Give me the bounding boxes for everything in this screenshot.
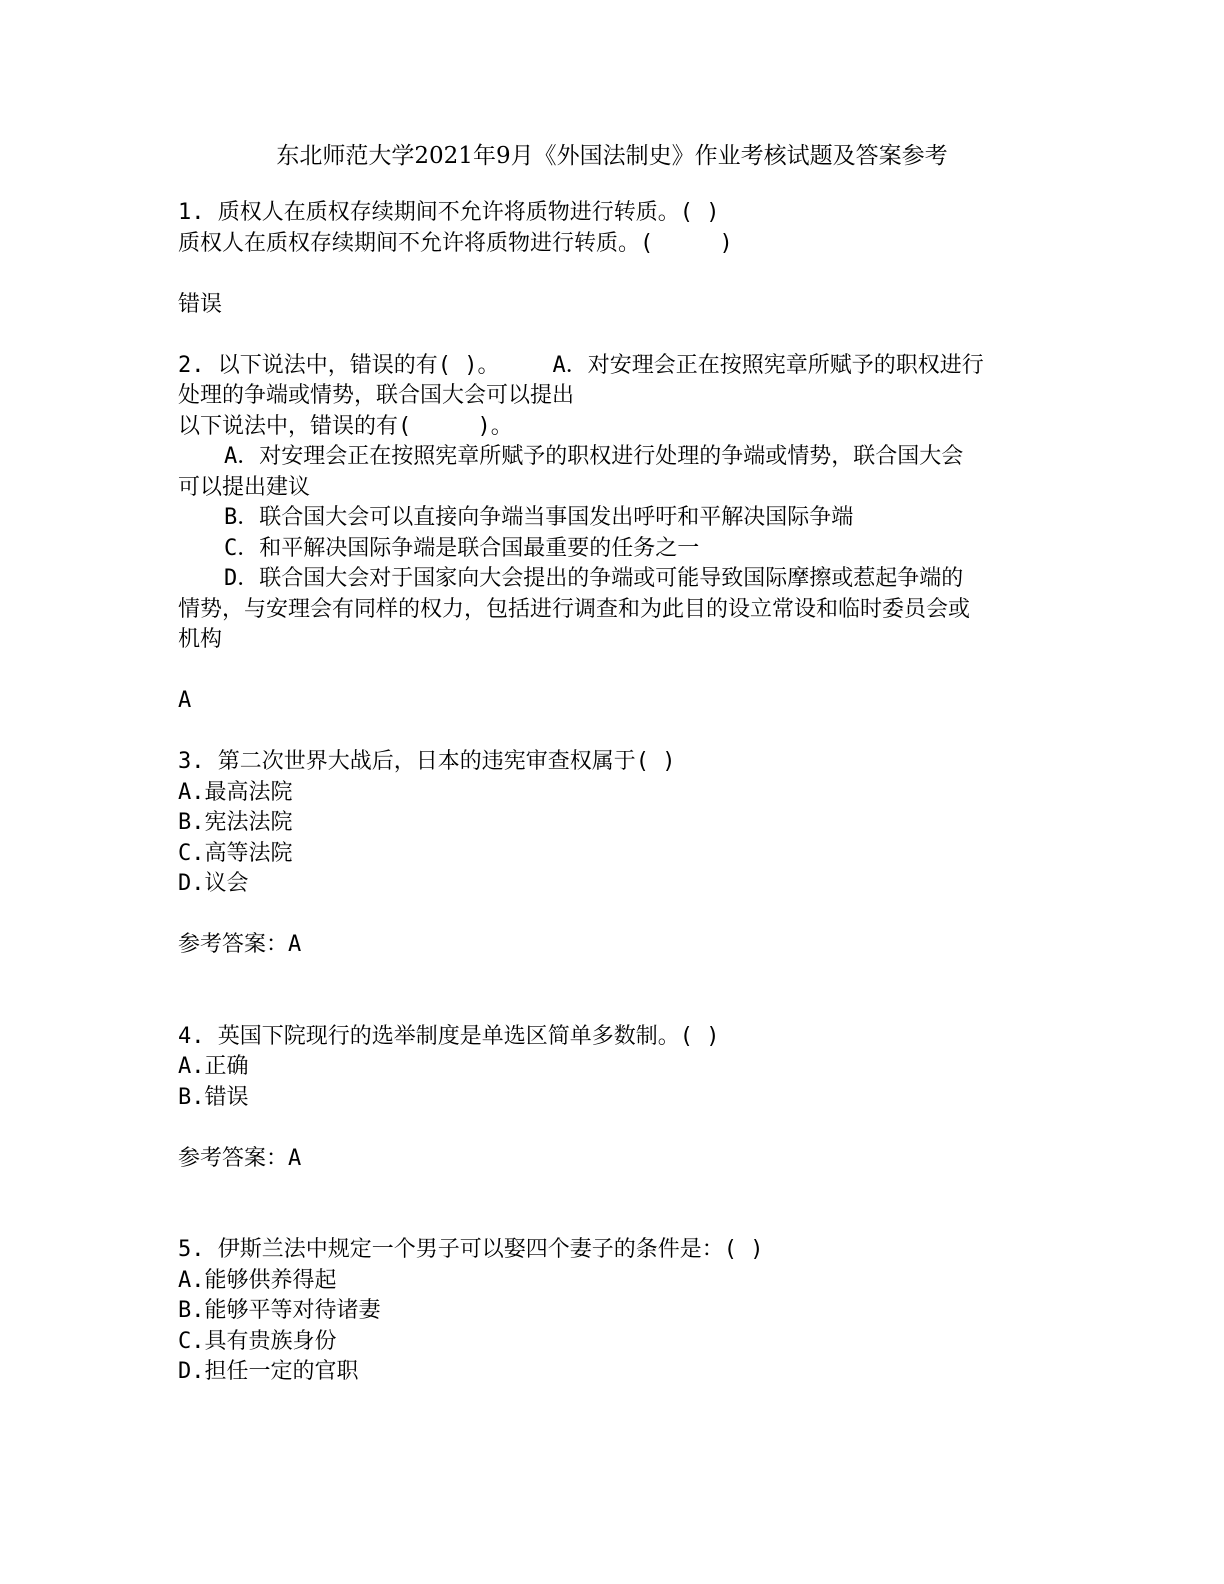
question-2-heading-line1: 2. 以下说法中，错误的有( )。 A．对安理会正在按照宪章所赋予的职权进行: [178, 352, 984, 378]
question-1-answer: 错误: [178, 291, 223, 317]
question-3-heading: 3. 第二次世界大战后，日本的违宪审查权属于( ): [178, 749, 676, 774]
question-4-option-b: B.错误: [178, 1084, 249, 1110]
document-body: [178, 198, 1058, 1388]
question-2-option-c: C．和平解决国际争端是联合国最重要的任务之一: [224, 535, 700, 561]
question-2-option-a-line2: 可以提出建议: [178, 474, 311, 500]
question-5-option-b: B.能够平等对待诸妻: [178, 1298, 381, 1323]
question-5: [178, 1235, 1058, 1388]
question-5-heading: 5. 伊斯兰法中规定一个男子可以娶四个妻子的条件是：( ): [178, 1237, 764, 1262]
question-2-answer: A: [178, 688, 192, 713]
question-2-restated: 以下说法中，错误的有( )。: [178, 413, 513, 439]
question-5-option-a: A.能够供养得起: [178, 1267, 337, 1293]
question-2-option-a-line1: A．对安理会正在按照宪章所赋予的职权进行处理的争端或情势，联合国大会: [224, 444, 964, 469]
question-2-option-b: B．联合国大会可以直接向争端当事国发出呼吁和平解决国际争端: [224, 505, 854, 530]
question-3-option-d: D.议会: [178, 871, 249, 896]
question-4-option-a: A.正确: [178, 1054, 249, 1079]
question-3-option-b: B.宪法法院: [178, 810, 293, 835]
question-3-option-c: C.高等法院: [178, 840, 293, 866]
document-title: 东北师范大学2021年9月《外国法制史》作业考核试题及答案参考: [276, 143, 948, 169]
question-1-heading: 1. 质权人在质权存续期间不允许将质物进行转质。( ): [178, 200, 720, 225]
question-1-restated: 质权人在质权存续期间不允许将质物进行转质。( ): [178, 230, 733, 256]
question-2-option-d-line2: 情势，与安理会有同样的权力，包括进行调查和为此目的设立常设和临时委员会或: [178, 596, 971, 622]
question-3-answer: 参考答案：A: [178, 932, 302, 957]
question-1: [178, 198, 1058, 320]
question-2-option-d-line1: D．联合国大会对于国家向大会提出的争端或可能导致国际摩擦或惹起争端的: [224, 566, 964, 591]
question-2-heading-line2: 处理的争端或情势，联合国大会可以提出: [178, 383, 575, 408]
question-2: [178, 351, 1058, 717]
question-5-option-d: D.担任一定的官职: [178, 1359, 359, 1384]
question-2-option-d-line3: 机构: [178, 627, 223, 652]
question-4: [178, 1022, 1058, 1175]
question-3-option-a: A.最高法院: [178, 779, 293, 805]
question-3: [178, 747, 1058, 961]
question-5-option-c: C.具有贵族身份: [178, 1328, 337, 1354]
question-4-heading: 4. 英国下院现行的选举制度是单选区简单多数制。( ): [178, 1023, 720, 1049]
question-4-answer: 参考答案：A: [178, 1145, 302, 1171]
